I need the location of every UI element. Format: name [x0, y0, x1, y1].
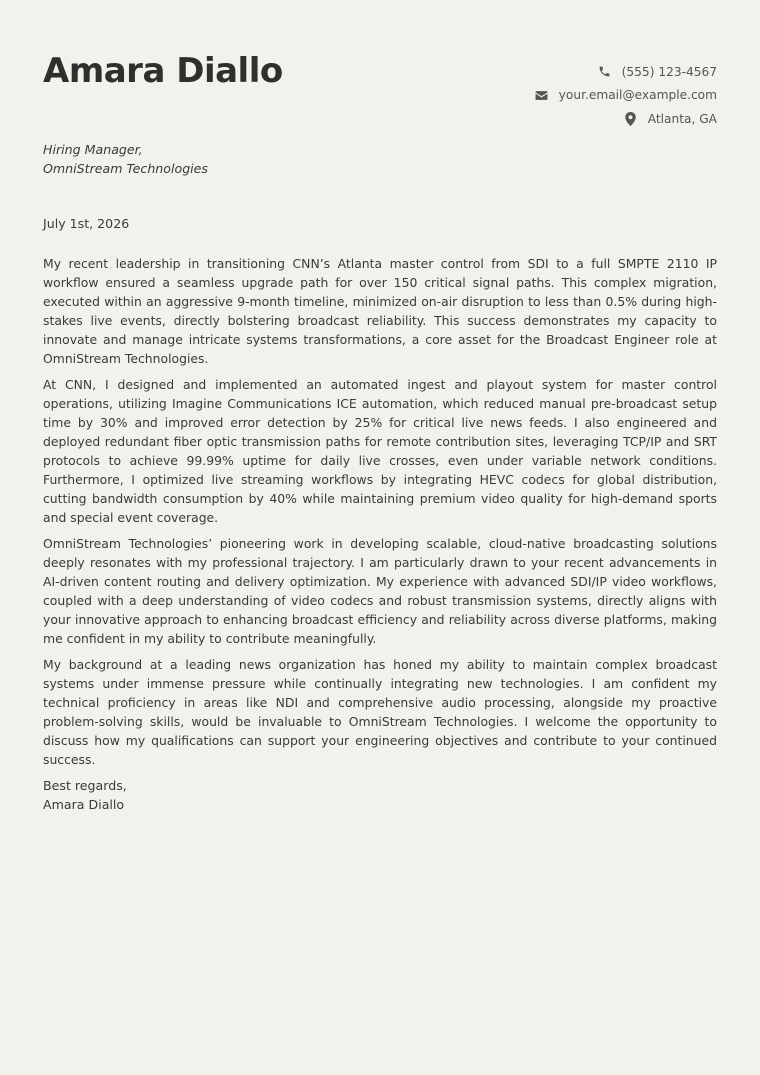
location-pin-icon	[624, 112, 638, 126]
letter-body	[43, 254, 717, 814]
recipient-block	[43, 140, 208, 178]
contact-email-row	[535, 84, 717, 108]
closing-block	[43, 776, 717, 814]
body-paragraph-1: My recent leadership in transitioning CNN’s Atlanta master control from SDI to a full SMPTE 2110 IP workflow ensured a seamless upgrade path for over 150 critical signal paths. This complex migration, executed within an aggressive 9-month timeline, minimized on-air disruption to less than 0.5% during high-stakes live events, directly bolstering broadcast reliability. This success demonstrates my capacity to innovate and manage intricate systems transformations, a core asset for the Broadcast Engineer role at OmniStream Technologies.	[43, 256, 717, 366]
body-paragraph-2: At CNN, I designed and implemented an automated ingest and playout system for master control operations, utilizing Imagine Communications ICE automation, which reduced manual pre-broadcast setup time by 30% and improved error detection by 25% for critical live news feeds. I also engineered and deployed redundant fiber optic transmission paths for remote contribution sites, leveraging TCP/IP and SRT protocols to achieve 99.99% uptime for daily live crosses, even under variable network conditions. Furthermore, I optimized live streaming workflows by integrating HEVC codecs for global distribution, cutting bandwidth consumption by 40% while maintaining premium video quality for high-demand sports and special event coverage.	[43, 377, 717, 525]
applicant-name: Amara Diallo	[43, 51, 283, 91]
contact-info	[535, 60, 717, 131]
contact-email[interactable]: your.email@example.com	[558, 88, 717, 103]
contact-phone-row	[535, 60, 717, 84]
letter-date: July 1st, 2026	[43, 216, 130, 231]
closing-signature: Amara Diallo	[43, 797, 125, 812]
body-paragraph-4: My background at a leading news organization has honed my ability to maintain complex broadcast systems under immense pressure while continually integrating new technologies. I am confident my technical proficiency in areas like NDI and comprehensive audio processing, alongside my proactive problem-solving skills, would be invaluable to OmniStream Technologies. I welcome the opportunity to discuss how my qualifications can support your engineering objectives and contribute to your continued success.	[43, 657, 717, 767]
recipient-company: OmniStream Technologies	[43, 161, 208, 176]
closing-salutation: Best regards,	[43, 778, 127, 793]
contact-phone[interactable]: (555) 123-4567	[621, 64, 717, 79]
phone-icon	[598, 65, 612, 79]
recipient-title: Hiring Manager,	[43, 142, 143, 157]
body-paragraph-3: OmniStream Technologies’ pioneering work in developing scalable, cloud-native broadcasting solutions deeply resonates with my professional trajectory. I am particularly drawn to your recent advancements in AI-driven content routing and delivery optimization. My experience with advanced SDI/IP video workflows, coupled with a deep understanding of video codecs and robust transmission systems, directly aligns with your innovative approach to enhancing broadcast efficiency and reliability across diverse platforms, making me confident in my ability to contribute meaningfully.	[43, 536, 717, 646]
envelope-icon	[535, 88, 549, 102]
contact-location: Atlanta, GA	[647, 111, 717, 126]
contact-location-row	[535, 107, 717, 131]
